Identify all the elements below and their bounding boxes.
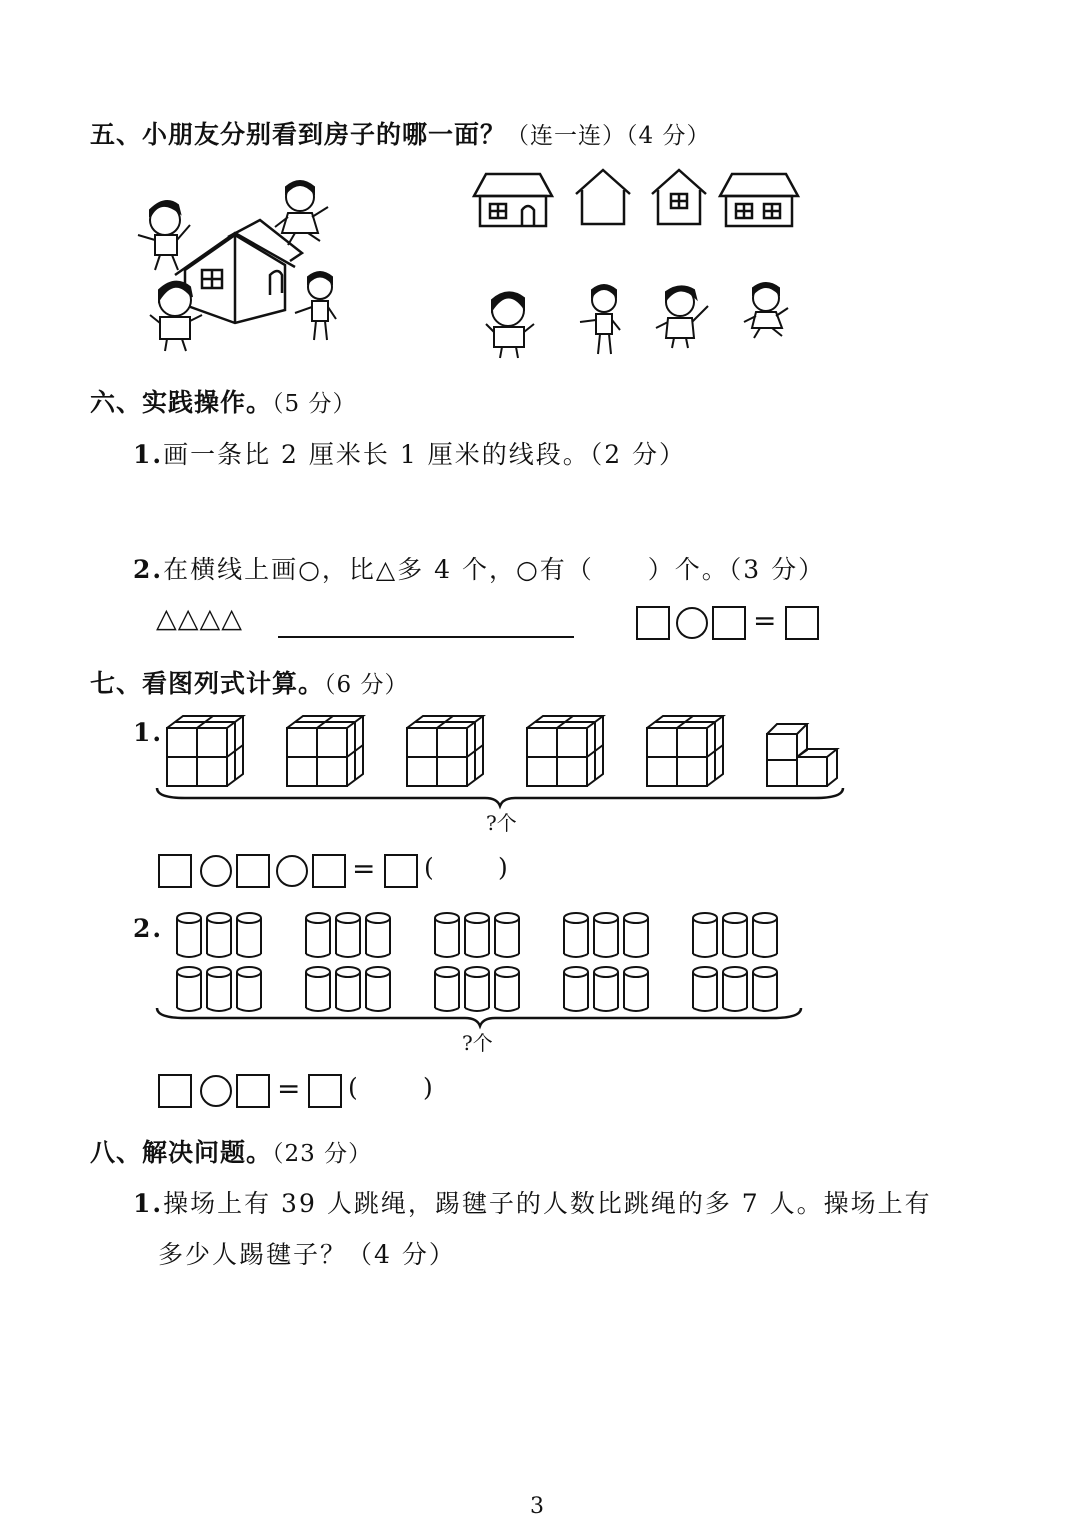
cylinder-groups-illustration [172, 910, 792, 1020]
page-number: 3 [530, 1494, 544, 1519]
equals-sign: = [277, 1072, 301, 1105]
brace-1-label: ?个 [486, 811, 517, 835]
section-6-heading [90, 383, 356, 419]
section-7-score: （6 分） [324, 672, 409, 698]
answer-box[interactable] [384, 854, 418, 888]
house-back-view-icon [718, 172, 800, 228]
answer-line[interactable] [278, 636, 574, 638]
question-6-2 [133, 550, 825, 586]
kid-figure-2-icon [578, 284, 626, 358]
question-text: 操场上有 39 人跳绳，踢毽子的人数比跳绳的多 7 人。操场上有 [163, 1189, 932, 1218]
answer-box[interactable] [312, 854, 346, 888]
unit-paren-open: ( [348, 1073, 358, 1102]
house-side-view-icon [574, 168, 632, 228]
house-front-view-icon [472, 172, 554, 228]
section-6-score: （5 分） [272, 391, 357, 417]
operator-circle[interactable] [200, 855, 232, 887]
answer-box[interactable] [236, 1074, 270, 1108]
answer-box[interactable] [636, 606, 670, 640]
question-text: 在横线上画○，比△多 4 个，○有（ ）个。（3 分） [163, 555, 826, 584]
question-number: 2. [133, 555, 164, 584]
question-text: 画一条比 2 厘米长 1 厘米的线段。（2 分） [163, 440, 687, 469]
section-8-score: （23 分） [272, 1141, 373, 1167]
question-8-1-line-1 [133, 1184, 932, 1220]
kid-figure-3-icon [652, 284, 712, 350]
answer-box[interactable] [785, 606, 819, 640]
question-7-2-number: 2. [133, 914, 164, 943]
answer-box[interactable] [236, 854, 270, 888]
answer-box[interactable] [158, 854, 192, 888]
brace-2 [155, 1006, 803, 1028]
section-7-heading [90, 664, 408, 700]
answer-box[interactable] [308, 1074, 342, 1108]
section-7-title: 七、看图列式计算。 [90, 669, 325, 698]
kid-figure-1-icon [482, 290, 537, 360]
operator-circle[interactable] [276, 855, 308, 887]
operator-circle[interactable] [676, 607, 708, 639]
question-number: 1. [133, 1189, 164, 1218]
question-7-1-number: 1. [133, 718, 164, 747]
section-6-title: 六、实践操作。 [90, 388, 273, 417]
answer-box[interactable] [712, 606, 746, 640]
brace-2-label: ?个 [462, 1031, 493, 1055]
house-scene-illustration [130, 175, 350, 355]
section-8-title: 八、解决问题。 [90, 1138, 273, 1167]
section-5-title: 五、小朋友分别看到房子的哪一面？ [90, 120, 507, 149]
unit-paren-close: ) [423, 1073, 433, 1102]
brace-1 [155, 786, 845, 808]
equals-sign: = [753, 604, 777, 637]
section-5-note: （连一连）（4 分） [506, 123, 711, 149]
unit-paren-open: ( [424, 853, 434, 882]
question-number: 1. [133, 440, 164, 469]
question-6-1 [133, 435, 686, 471]
triangles-row: △△△△ [156, 603, 244, 634]
section-5-heading [90, 115, 710, 151]
operator-circle[interactable] [200, 1075, 232, 1107]
section-8-heading [90, 1133, 372, 1169]
equals-sign: = [352, 852, 376, 885]
answer-box[interactable] [158, 1074, 192, 1108]
kid-figure-4-icon [742, 282, 792, 342]
question-8-1-line-2: 多少人踢毽子？（4 分） [158, 1240, 456, 1269]
cube-stacks-illustration [165, 712, 845, 792]
unit-paren-close: ) [498, 853, 508, 882]
house-side-window-view-icon [650, 168, 708, 228]
